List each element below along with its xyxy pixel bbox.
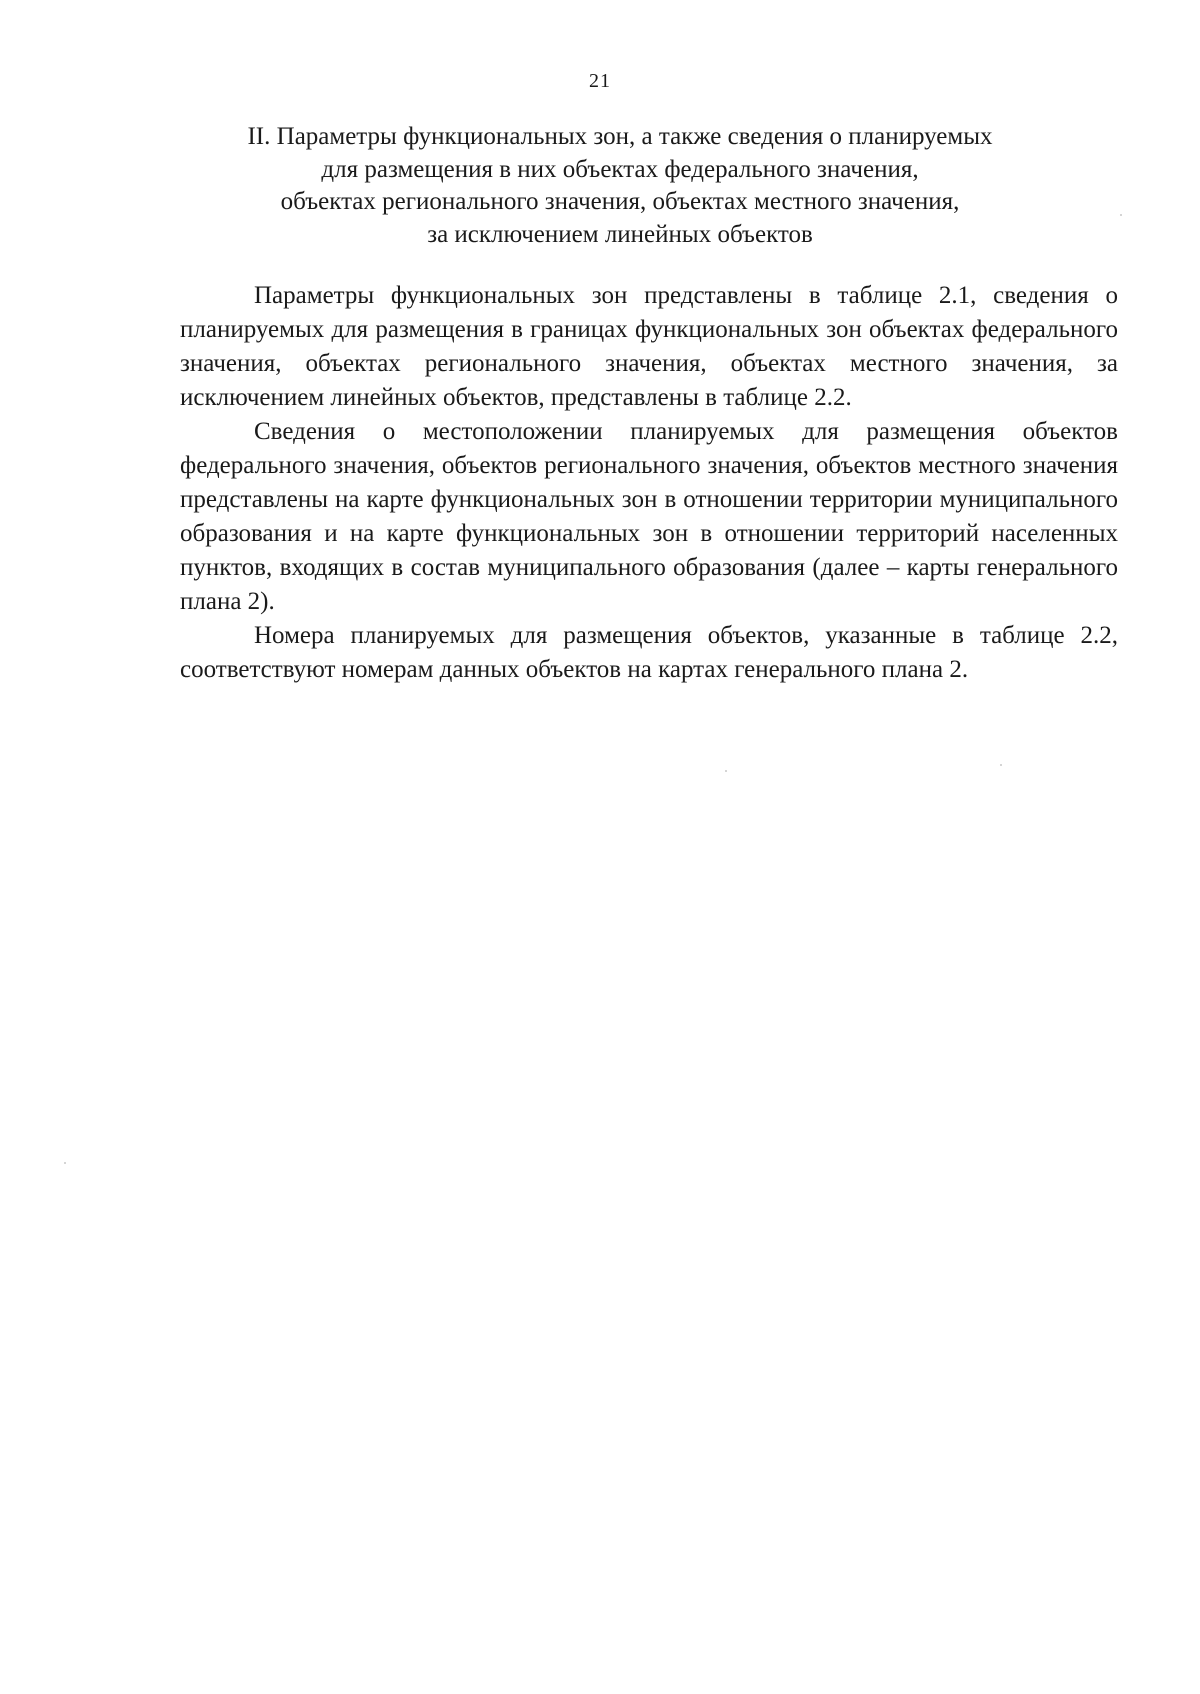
section-heading: [180, 121, 1060, 251]
scan-speck: [1000, 764, 1002, 766]
paragraph: Номера планируемых для размещения объектов, указанные в таблице 2.2, соответствуют номерам данных объектов на картах генерального плана 2.: [180, 622, 1118, 683]
heading-line: за исключением линейных объектов: [427, 220, 813, 248]
page-number: 21: [589, 70, 611, 92]
paragraph: Параметры функциональных зон представлены в таблице 2.1, сведения о планируемых для размещения в границах функциональных зон объектах федерального значения, объектах регионального значения, объектах местного значения, за исключением линейных объектов, представлены в таблице 2.2.: [180, 282, 1118, 411]
body-text: [180, 279, 1118, 687]
scan-speck: [725, 770, 727, 772]
heading-line: для размещения в них объектах федерального значения,: [321, 155, 919, 183]
scan-speck: [1120, 214, 1122, 216]
heading-line: II. Параметры функциональных зон, а также сведения о планируемых: [247, 123, 993, 150]
paragraph: Сведения о местоположении планируемых для размещения объектов федерального значения, объектов регионального значения, объектов местного значения представлены на карте функциональных зон в отношении территории муниципального образования и на карте функциональных зон в отношении территорий населенных пунктов, входящих в состав муниципального образования (далее – карты генерального плана 2).: [180, 418, 1118, 615]
scan-speck: [64, 1162, 66, 1164]
heading-line: объектах регионального значения, объектах местного значения,: [280, 188, 960, 215]
